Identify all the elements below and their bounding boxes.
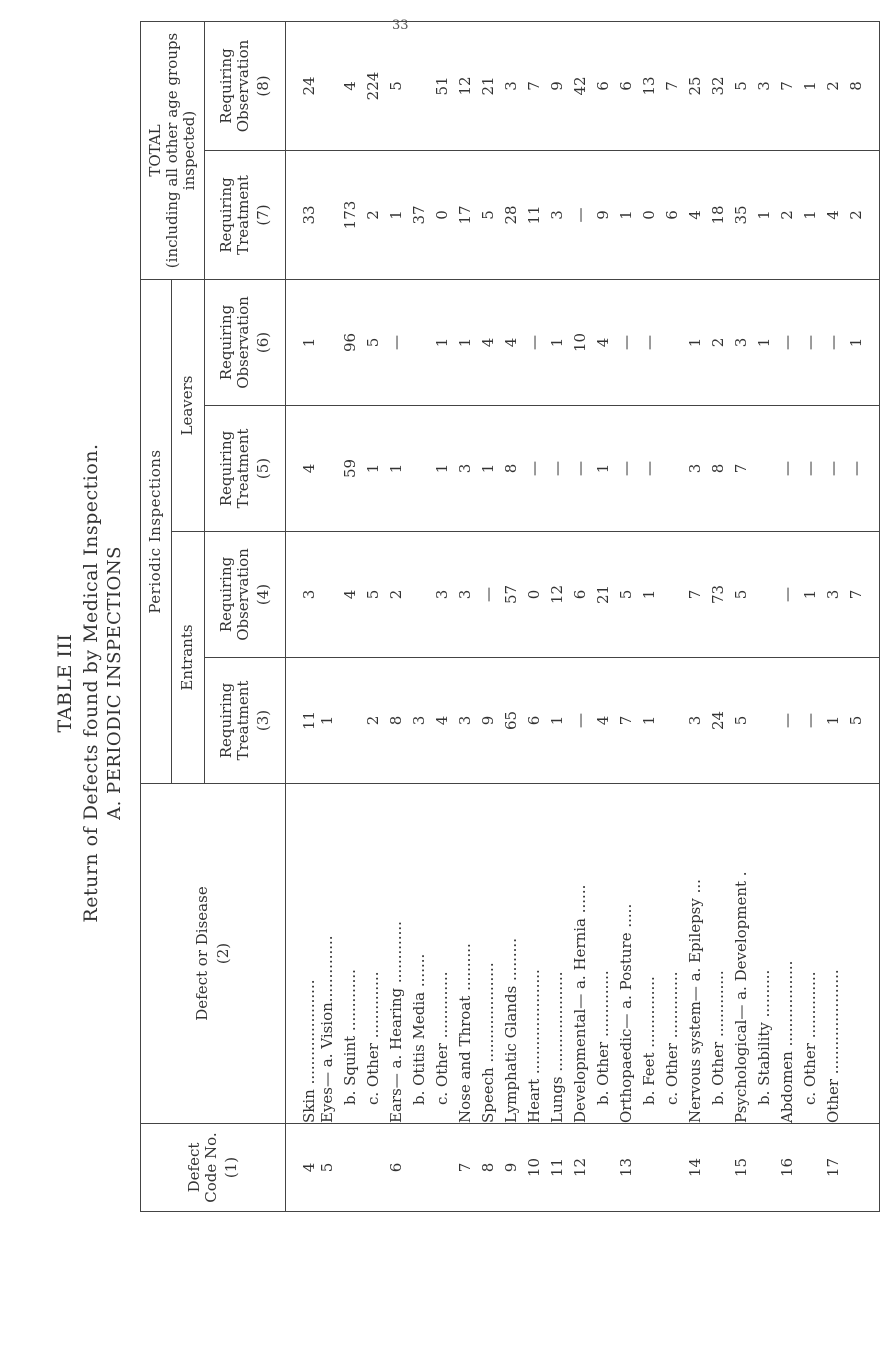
table-row	[433, 22, 456, 1212]
leavers-observation: 96	[341, 280, 364, 406]
leavers-observation: —	[617, 280, 640, 406]
entrants-treatment: 24	[709, 658, 732, 784]
total-observation: 32	[709, 22, 732, 151]
defect-code	[410, 1124, 433, 1212]
leavers-observation: 1	[456, 280, 479, 406]
leavers-observation: —	[824, 280, 847, 406]
entrants-treatment: 4	[433, 658, 456, 784]
table-row	[732, 22, 755, 1212]
total-treatment: 1	[801, 151, 824, 280]
leavers-treatment	[663, 406, 686, 532]
table-row	[847, 22, 880, 1212]
defect-name: Lungs .....................	[548, 784, 571, 1124]
entrants-observation: 57	[502, 532, 525, 658]
leavers-treatment: 4	[286, 406, 319, 532]
entrants-observation: 7	[847, 532, 880, 658]
defect-code	[640, 1124, 663, 1212]
entrants-treatment: 1	[548, 658, 571, 784]
defect-code: 6	[387, 1124, 410, 1212]
leavers-observation: 10	[571, 280, 594, 406]
leavers-treatment: 1	[594, 406, 617, 532]
defect-name: c. Other ..............	[663, 784, 686, 1124]
total-treatment: 173	[341, 151, 364, 280]
total-treatment: 6	[663, 151, 686, 280]
header-periodic: Periodic Inspections	[141, 280, 172, 784]
section-title: A. PERIODIC INSPECTIONS	[104, 546, 125, 820]
entrants-treatment	[755, 658, 778, 784]
table-row	[617, 22, 640, 1212]
table-row	[755, 22, 778, 1212]
leavers-treatment: 1	[433, 406, 456, 532]
table-row	[341, 22, 364, 1212]
total-treatment: —	[571, 151, 594, 280]
leavers-observation	[318, 280, 341, 406]
leavers-observation: 4	[502, 280, 525, 406]
table-row	[456, 22, 479, 1212]
table-row	[502, 22, 525, 1212]
total-observation: 224	[364, 22, 387, 151]
total-treatment: 3	[548, 151, 571, 280]
leavers-treatment: 1	[364, 406, 387, 532]
page-number: 33	[392, 18, 409, 33]
leavers-observation: —	[387, 280, 410, 406]
entrants-treatment: 6	[525, 658, 548, 784]
defect-name: b. Squint .............	[341, 784, 364, 1124]
header-code: Defect Code No. (1)	[141, 1124, 286, 1212]
leavers-treatment: —	[801, 406, 824, 532]
total-treatment: 2	[778, 151, 801, 280]
table-row	[286, 22, 319, 1212]
leavers-treatment	[410, 406, 433, 532]
entrants-treatment: 9	[479, 658, 502, 784]
defect-code: 11	[548, 1124, 571, 1212]
leavers-treatment	[318, 406, 341, 532]
header-entrants-treatment: Requiring Treatment (3)	[205, 658, 286, 784]
total-observation: 21	[479, 22, 502, 151]
defect-name: Nervous system— a. Epilepsy ...	[686, 784, 709, 1124]
defect-code: 9	[502, 1124, 525, 1212]
leavers-observation: 4	[594, 280, 617, 406]
entrants-treatment: 8	[387, 658, 410, 784]
total-treatment: 17	[456, 151, 479, 280]
defect-code	[341, 1124, 364, 1212]
leavers-observation: 1	[433, 280, 456, 406]
leavers-observation: 1	[286, 280, 319, 406]
defect-code: 10	[525, 1124, 548, 1212]
table-row	[571, 22, 594, 1212]
total-observation: 1	[801, 22, 824, 151]
defect-name: Other ......................	[824, 784, 847, 1124]
leavers-treatment: 3	[686, 406, 709, 532]
header-leavers-treatment: Requiring Treatment (5)	[205, 406, 286, 532]
total-treatment: 18	[709, 151, 732, 280]
leavers-observation: —	[801, 280, 824, 406]
table-row	[778, 22, 801, 1212]
total-observation: 4	[341, 22, 364, 151]
total-observation: 5	[387, 22, 410, 151]
entrants-observation: 12	[548, 532, 571, 658]
table-row	[709, 22, 732, 1212]
entrants-observation: 0	[525, 532, 548, 658]
leavers-treatment: —	[525, 406, 548, 532]
total-observation: 3	[502, 22, 525, 151]
table-body	[286, 22, 880, 1212]
total-observation: 3	[755, 22, 778, 151]
entrants-observation: 6	[571, 532, 594, 658]
defect-code	[709, 1124, 732, 1212]
total-treatment: 11	[525, 151, 548, 280]
leavers-observation: 1	[686, 280, 709, 406]
total-treatment: 37	[410, 151, 433, 280]
entrants-treatment: 11	[286, 658, 319, 784]
entrants-observation: 7	[686, 532, 709, 658]
defect-name: Developmental— a. Hernia ......	[571, 784, 594, 1124]
defect-code	[663, 1124, 686, 1212]
defect-code: 17	[824, 1124, 847, 1212]
entrants-observation: 5	[617, 532, 640, 658]
header-leavers: Leavers	[172, 280, 205, 532]
header-total-observation: Requiring Observation (8)	[205, 22, 286, 151]
entrants-observation: 2	[387, 532, 410, 658]
header-leavers-observation: Requiring Observation (6)	[205, 280, 286, 406]
total-treatment: 35	[732, 151, 755, 280]
leavers-observation: 3	[732, 280, 755, 406]
leavers-observation: —	[778, 280, 801, 406]
entrants-treatment: —	[778, 658, 801, 784]
total-treatment: 9	[594, 151, 617, 280]
entrants-treatment: 3	[456, 658, 479, 784]
defect-name: Abdomen ..................	[778, 784, 801, 1124]
leavers-treatment: —	[824, 406, 847, 532]
leavers-treatment: —	[571, 406, 594, 532]
header-total-treatment: Requiring Treatment (7)	[205, 151, 286, 280]
total-observation: 13	[640, 22, 663, 151]
entrants-observation: 1	[801, 532, 824, 658]
entrants-treatment: 65	[502, 658, 525, 784]
leavers-treatment	[755, 406, 778, 532]
header-total: TOTAL (including all other age groups inspected)	[141, 22, 205, 280]
table-row	[387, 22, 410, 1212]
table-row	[548, 22, 571, 1212]
defect-code: 12	[571, 1124, 594, 1212]
entrants-observation	[663, 532, 686, 658]
defect-code: 5	[318, 1124, 341, 1212]
defect-name: b. Stability ..........	[755, 784, 778, 1124]
defect-code	[594, 1124, 617, 1212]
total-observation: 2	[824, 22, 847, 151]
total-observation: 8	[847, 22, 880, 151]
defect-code: 7	[456, 1124, 479, 1212]
total-observation: 42	[571, 22, 594, 151]
entrants-observation: 3	[433, 532, 456, 658]
entrants-treatment: —	[571, 658, 594, 784]
table-row	[594, 22, 617, 1212]
total-observation: 12	[456, 22, 479, 151]
total-treatment: 4	[824, 151, 847, 280]
header-entrants: Entrants	[172, 532, 205, 784]
defect-code: 4	[286, 1124, 319, 1212]
table-row	[479, 22, 502, 1212]
entrants-treatment: 2	[364, 658, 387, 784]
leavers-treatment: —	[640, 406, 663, 532]
entrants-treatment	[663, 658, 686, 784]
leavers-observation: 2	[709, 280, 732, 406]
entrants-treatment: 4	[594, 658, 617, 784]
total-treatment: 2	[847, 151, 880, 280]
defect-name: c. Other ..............	[364, 784, 387, 1124]
entrants-observation: —	[479, 532, 502, 658]
defect-code	[755, 1124, 778, 1212]
entrants-observation	[410, 532, 433, 658]
leavers-treatment: 3	[456, 406, 479, 532]
total-observation: 5	[732, 22, 755, 151]
defect-code: 8	[479, 1124, 502, 1212]
defect-name: Eyes— a. Vision..............	[318, 784, 341, 1124]
table-row	[801, 22, 824, 1212]
leavers-treatment: 8	[709, 406, 732, 532]
table-row	[525, 22, 548, 1212]
total-treatment: 33	[286, 151, 319, 280]
defect-code: 16	[778, 1124, 801, 1212]
header-disease: Defect or Disease (2)	[141, 784, 286, 1124]
entrants-treatment: 1	[640, 658, 663, 784]
defect-code	[801, 1124, 824, 1212]
total-treatment: 28	[502, 151, 525, 280]
defects-table	[140, 21, 880, 1212]
table-row	[364, 22, 387, 1212]
total-observation: 7	[778, 22, 801, 151]
defect-name: b. Otitis Media .......	[410, 784, 433, 1124]
leavers-observation: 1	[847, 280, 880, 406]
entrants-observation: 3	[456, 532, 479, 658]
total-observation: 24	[286, 22, 319, 151]
defect-name	[847, 784, 880, 1124]
defect-code	[847, 1124, 880, 1212]
total-observation	[410, 22, 433, 151]
total-treatment: 1	[617, 151, 640, 280]
defect-name: Lymphatic Glands .........	[502, 784, 525, 1124]
defect-name: Nose and Throat ..........	[456, 784, 479, 1124]
entrants-treatment	[341, 658, 364, 784]
table-row	[410, 22, 433, 1212]
table-subtitle: Return of Defects found by Medical Inspection.	[80, 443, 102, 923]
entrants-observation: 3	[286, 532, 319, 658]
total-treatment: 1	[387, 151, 410, 280]
table-row	[318, 22, 341, 1212]
table-row	[663, 22, 686, 1212]
entrants-treatment: 5	[847, 658, 880, 784]
defect-name: Speech .....................	[479, 784, 502, 1124]
leavers-observation	[410, 280, 433, 406]
table-row	[640, 22, 663, 1212]
total-treatment: 2	[364, 151, 387, 280]
leavers-treatment: —	[548, 406, 571, 532]
entrants-observation: 3	[824, 532, 847, 658]
leavers-observation: —	[640, 280, 663, 406]
entrants-treatment: 3	[410, 658, 433, 784]
entrants-treatment: 5	[732, 658, 755, 784]
entrants-observation	[318, 532, 341, 658]
total-observation: 7	[663, 22, 686, 151]
entrants-observation: 1	[640, 532, 663, 658]
total-treatment: 0	[640, 151, 663, 280]
defect-name: c. Other ..............	[433, 784, 456, 1124]
leavers-treatment: —	[847, 406, 880, 532]
leavers-observation: 1	[548, 280, 571, 406]
defect-name: b. Feet ...............	[640, 784, 663, 1124]
table-row	[824, 22, 847, 1212]
leavers-observation: 5	[364, 280, 387, 406]
leavers-observation: 4	[479, 280, 502, 406]
total-observation: 6	[594, 22, 617, 151]
total-treatment	[318, 151, 341, 280]
total-observation: 6	[617, 22, 640, 151]
table-title: TABLE III	[54, 633, 76, 733]
entrants-treatment: —	[801, 658, 824, 784]
total-treatment: 0	[433, 151, 456, 280]
entrants-treatment: 1	[824, 658, 847, 784]
defect-name: Psychological— a. Development .	[732, 784, 755, 1124]
entrants-treatment: 3	[686, 658, 709, 784]
leavers-observation: 1	[755, 280, 778, 406]
total-observation: 25	[686, 22, 709, 151]
entrants-observation: 5	[364, 532, 387, 658]
leavers-observation: —	[525, 280, 548, 406]
leavers-observation	[663, 280, 686, 406]
entrants-observation: 21	[594, 532, 617, 658]
defect-code	[433, 1124, 456, 1212]
leavers-treatment: 7	[732, 406, 755, 532]
leavers-treatment: 8	[502, 406, 525, 532]
entrants-treatment: 1	[318, 658, 341, 784]
total-observation: 9	[548, 22, 571, 151]
defect-name: b. Other ..............	[594, 784, 617, 1124]
leavers-treatment: —	[778, 406, 801, 532]
defect-name: b. Other ..............	[709, 784, 732, 1124]
entrants-observation	[755, 532, 778, 658]
entrants-observation: —	[778, 532, 801, 658]
entrants-observation: 73	[709, 532, 732, 658]
leavers-treatment: 1	[479, 406, 502, 532]
defect-code	[364, 1124, 387, 1212]
defect-name: c. Other ..............	[801, 784, 824, 1124]
defect-name: Heart ......................	[525, 784, 548, 1124]
total-treatment: 1	[755, 151, 778, 280]
defect-code: 13	[617, 1124, 640, 1212]
total-treatment: 4	[686, 151, 709, 280]
entrants-observation: 5	[732, 532, 755, 658]
entrants-observation: 4	[341, 532, 364, 658]
defect-name: Ears— a. Hearing .............	[387, 784, 410, 1124]
leavers-treatment: 59	[341, 406, 364, 532]
leavers-treatment: 1	[387, 406, 410, 532]
total-observation: 51	[433, 22, 456, 151]
entrants-treatment: 7	[617, 658, 640, 784]
defect-code: 15	[732, 1124, 755, 1212]
defect-name: Orthopaedic— a. Posture .....	[617, 784, 640, 1124]
total-observation	[318, 22, 341, 151]
header-entrants-observation: Requiring Observation (4)	[205, 532, 286, 658]
total-observation: 7	[525, 22, 548, 151]
table-row	[686, 22, 709, 1212]
total-treatment: 5	[479, 151, 502, 280]
defect-name: Skin ......................	[286, 784, 319, 1124]
defect-code: 14	[686, 1124, 709, 1212]
leavers-treatment: —	[617, 406, 640, 532]
